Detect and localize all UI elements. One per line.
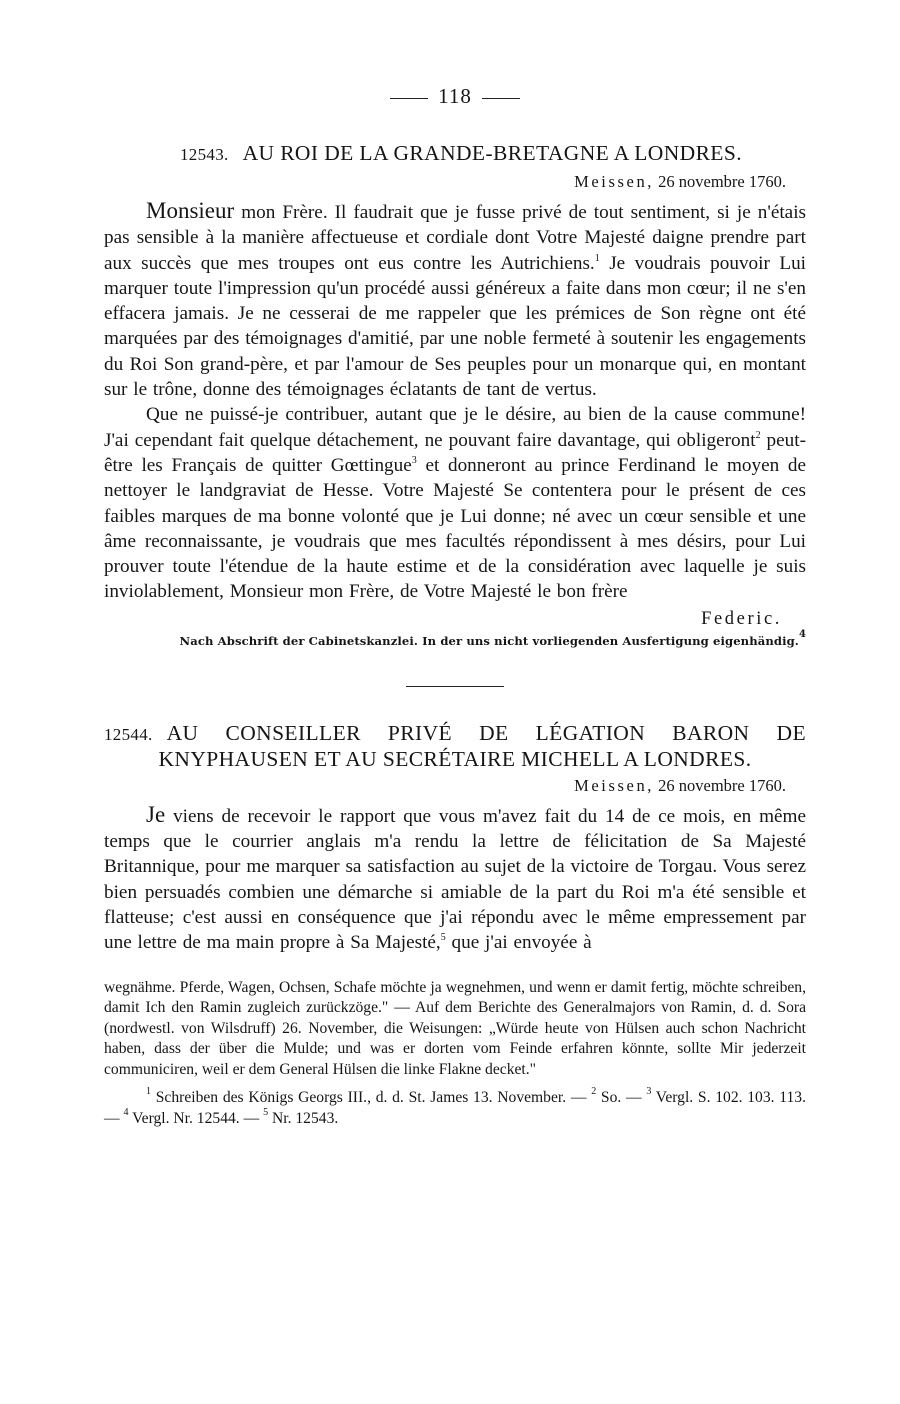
paragraph-text: Je voudrais pouvoir Lui marquer toute l'impression qu'un procédé aussi généreux a faite dans mon cœur; il ne s'en effacera jamais. Je ne cesserai de me rappeler que les prémices de Son règne ont été marquées par des témoignages d'amitié, par une noble fermeté à soutenir les engagements du Roi Son grand-père, et par l'amour de Ses peuples pour un monarque qui, en montant sur le trône, donne des témoignages éclatants de tant de vertus. — [104, 252, 806, 401]
letter-dateline — [104, 776, 806, 796]
footnote-text: So. — — [596, 1089, 642, 1107]
letter-date: 26 novembre 1760. — [658, 172, 786, 191]
document-page — [104, 84, 806, 1129]
footnote-marker: 2 — [755, 429, 761, 441]
page-number-dash-right — [482, 98, 520, 99]
footnote-marker: 5 — [263, 1106, 269, 1118]
paragraph-text: mon Frère. Il faudrait que je fusse privé de tout sentiment, si je n'étais pas sensible à la manière affectueuse et cordiale dont Votre Majesté daigne prendre part aux succès que mes troupes ont eus contre les Autrichiens. — [104, 202, 806, 274]
letter-dateline — [104, 172, 806, 192]
letter-date: 26 novembre 1760. — [658, 775, 786, 795]
section-separator — [406, 686, 504, 687]
footnote-marker: 1 — [594, 252, 600, 264]
footnotes — [104, 978, 806, 1130]
footnote-marker: 2 — [591, 1086, 597, 1098]
footnote-marker: 4 — [123, 1106, 129, 1118]
footnote-marker: 4 — [798, 628, 806, 640]
footnote-text: Schreiben des Königs Georgs III., d. d. St. James 13. November. — — [151, 1089, 587, 1107]
paragraph-text: peut-être les Français de quitter Gœttingue — [104, 429, 806, 476]
letter-number: 12544. — [104, 724, 153, 744]
page-number-dash-left — [390, 98, 428, 99]
footnote-marker: 5 — [440, 932, 446, 944]
letter-paragraph — [104, 802, 806, 956]
page-number: 118 — [438, 84, 472, 108]
paragraph-text: et donneront au prince Ferdinand le moyen de nettoyer le landgraviat de Hesse. Votre Majesté Se contentera pour le présent de ces faibles marques de ma bonne volonté que je Lui donne; né avec un cœur sensible et une âme reconnaissante, je voudrais que mes facultés répondissent à mes désirs, pour Lui prouver toute l'étendue de la haute estime et de la considération avec laquelle je suis inviolablement, Monsieur mon Frère, de Votre Majesté le bon frère — [104, 454, 806, 603]
footnote-continuation: wegnähme. Pferde, Wagen, Ochsen, Schafe möchte ja wegnehmen, und wenn er damit fertig, möchte schreiben, damit Ich den Ramin zugleich zurückzöge." — Auf dem Berichte des Generalmajors von Ramin, d. d. Sora (nordwestl. von Wilsdruff) 26. November, die Weisungen: „Würde heute von Hülsen auch schon Nachricht haben, dass der über die Mulde; und was er dorten vom Feinde erfahren könnte, sollte Mir jederzeit communiciren, weil er dem General Hülsen die linke Flakne decket." — [104, 978, 806, 1078]
letter-paragraph — [104, 402, 806, 604]
footnote-list — [104, 1088, 806, 1129]
letter-number: 12543. — [180, 145, 229, 164]
letter-title: AU ROI DE LA GRANDE-BRETAGNE A LONDRES. — [242, 141, 742, 165]
letter-title: AU CONSEILLER PRIVÉ DE LÉGATION BARON DE KNYPHAUSEN ET AU SECRÉTAIRE MICHELL A LONDRES. — [158, 720, 806, 771]
footnote-text: Vergl. S. 102. 103. 113. — — [104, 1089, 806, 1127]
signature: Federic. — [701, 608, 782, 629]
paragraph-text: que j'ai envoyée à — [445, 932, 592, 954]
footnote-text: Nr. 12543. — [268, 1109, 339, 1127]
letter-paragraph — [104, 198, 806, 402]
page-number-line — [104, 84, 806, 118]
salutation-initial-word: Monsieur — [146, 198, 235, 223]
source-note — [104, 628, 806, 648]
paragraph-text: viens de recevoir le rapport que vous m'avez fait du 14 de ce mois, en même temps que le courrier anglais m'a rendu la lettre de félicitation de Sa Majesté Britannique, pour me marquer sa satisfaction au sujet de la victoire de Torgau. Vous serez bien persuadés combien une démarche si amiable de la part du Roi m'a été sensible et flatteuse; c'est aussi en conséquence que j'ai répondu avec le même empressement par une lettre de ma main propre à Sa Majesté, — [104, 805, 806, 954]
footnote-marker: 3 — [411, 454, 417, 466]
letter-heading-12544 — [104, 721, 806, 772]
letter-heading-12543 — [104, 140, 806, 168]
footnote-marker: 1 — [146, 1086, 151, 1098]
letter-place: Meissen, — [574, 172, 655, 191]
paragraph-initial-word: Je — [146, 801, 166, 827]
letter-place: Meissen, — [574, 775, 655, 795]
footnote-text: Vergl. Nr. 12544. — — [128, 1109, 260, 1127]
footnote-marker: 3 — [646, 1086, 652, 1098]
source-note-text: Nach Abschrift der Cabinetskanzlei. In der uns nicht vorliegenden Ausfertigung eigenhändig. — [179, 633, 799, 648]
paragraph-text: Que ne puissé-je contribuer, autant que je le désire, au bien de la cause commune! J'ai cependant fait quelque détachement, ne pouvant faire davantage, qui obligeront — [104, 404, 806, 451]
